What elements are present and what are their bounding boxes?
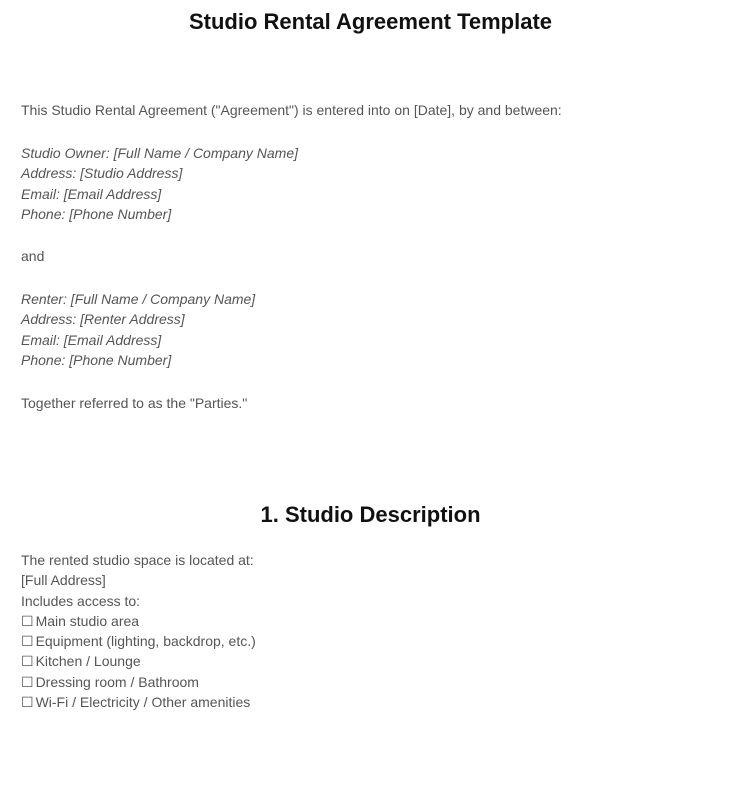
checkbox-item-label: Dressing room / Bathroom <box>35 673 199 690</box>
checkbox-item-label: Equipment (lighting, backdrop, etc.) <box>35 633 256 650</box>
location-line: The rented studio space is located at: <box>21 552 254 568</box>
checkbox-item-equipment[interactable] <box>21 631 256 651</box>
checkbox-icon[interactable]: ☐ <box>21 612 34 629</box>
checkbox-item-main-studio[interactable] <box>21 611 256 631</box>
checkbox-item-kitchen[interactable] <box>21 651 256 671</box>
parties-paragraph: Together referred to as the "Parties." <box>21 395 248 411</box>
checkbox-icon[interactable]: ☐ <box>21 694 34 711</box>
checkbox-item-label: Main studio area <box>35 612 140 629</box>
checkbox-item-label: Kitchen / Lounge <box>35 653 141 670</box>
address-line: [Full Address] <box>21 572 106 589</box>
checkbox-item-dressing-room[interactable] <box>21 672 256 692</box>
checkbox-icon[interactable]: ☐ <box>21 633 34 650</box>
checkbox-item-amenities[interactable] <box>21 692 256 712</box>
owner-email-line: Email: [Email Address] <box>21 185 162 202</box>
document-title: Studio Rental Agreement Template <box>188 9 553 34</box>
studio-description-block <box>21 550 256 712</box>
renter-block <box>21 289 255 370</box>
access-line: Includes access to: <box>21 592 141 609</box>
renter-phone-line: Phone: [Phone Number] <box>21 351 172 368</box>
owner-phone-line: Phone: [Phone Number] <box>21 205 172 222</box>
section-heading-studio-description: 1. Studio Description <box>260 502 481 527</box>
and-text: and <box>21 248 45 264</box>
studio-owner-block <box>21 143 298 224</box>
owner-address-line: Address: [Studio Address] <box>21 165 183 182</box>
checkbox-icon[interactable]: ☐ <box>21 653 34 670</box>
renter-address-line: Address: [Renter Address] <box>21 311 185 328</box>
renter-name-line: Renter: [Full Name / Company Name] <box>21 291 256 307</box>
owner-name-line: Studio Owner: [Full Name / Company Name] <box>21 145 298 161</box>
intro-paragraph: This Studio Rental Agreement ("Agreement") is entered into on [Date], by and between: <box>21 102 562 118</box>
checkbox-icon[interactable]: ☐ <box>21 673 34 690</box>
checkbox-item-label: Wi-Fi / Electricity / Other amenities <box>35 694 251 711</box>
renter-email-line: Email: [Email Address] <box>21 331 162 348</box>
